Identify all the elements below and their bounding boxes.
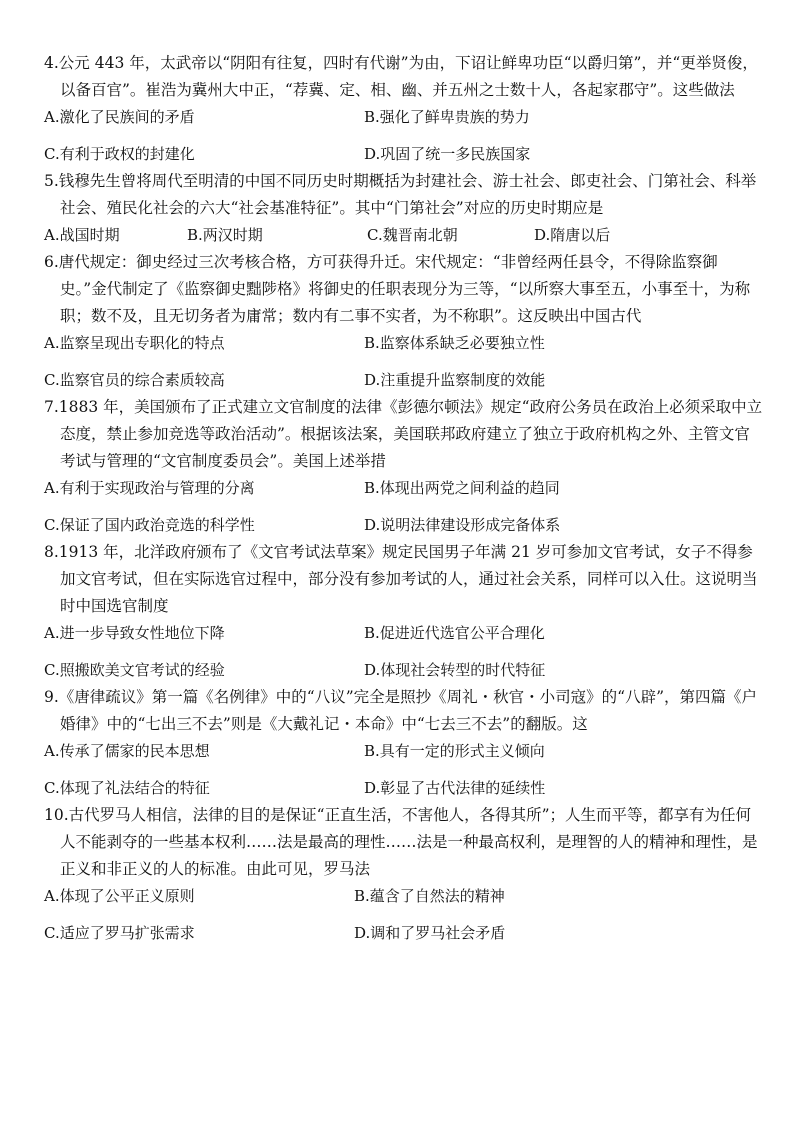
option-list: [44, 738, 764, 802]
question-9: [44, 684, 764, 802]
question-stem: 4.公元 443 年，太武帝以“阴阳有往复，四时有代谢”为由，下诏让鲜卑功臣“以爵归第”，并“更举贤俊，以备百官”。崔浩为冀州大中正，“荐冀、定、相、幽、并五州之士数十人，各起家郡守”。这些做法: [44, 54, 758, 99]
option-b[interactable]: B.促进近代选官公平合理化: [364, 624, 545, 642]
option-b[interactable]: B.监察体系缺乏必要独立性: [364, 334, 545, 352]
question-6: [44, 249, 764, 394]
option-c[interactable]: C.体现了礼法结合的特征: [44, 779, 210, 797]
question-stem: 9.《唐律疏议》第一篇《名例律》中的“八议”完全是照抄《周礼・秋官・小司寇》的“八辟”，第四篇《户婚律》中的“七出三不去”则是《大戴礼记・本命》中“七去三不去”的翻版。这: [44, 688, 757, 733]
question-8: [44, 539, 764, 684]
question-stem: 5.钱穆先生曾将周代至明清的中国不同历史时期概括为封建社会、游士社会、郎吏社会、门第社会、科举社会、殖民化社会的六大“社会基准特征”。其中“门第社会”对应的历史时期应是: [44, 172, 757, 217]
option-d[interactable]: D.巩固了统一多民族国家: [364, 145, 531, 163]
option-c[interactable]: C.魏晋南北朝: [367, 226, 458, 244]
option-list: [44, 620, 764, 684]
option-b[interactable]: B.强化了鲜卑贵族的势力: [364, 108, 530, 126]
option-b[interactable]: B.蕴含了自然法的精神: [354, 887, 505, 905]
option-c[interactable]: C.保证了国内政治竞选的科学性: [44, 516, 255, 534]
option-d[interactable]: D.体现社会转型的时代特征: [364, 661, 546, 679]
option-d[interactable]: D.隋唐以后: [534, 226, 611, 244]
option-a[interactable]: A.传承了儒家的民本思想: [44, 742, 210, 760]
option-list: [44, 883, 764, 947]
option-a[interactable]: A.进一步导致女性地位下降: [44, 624, 225, 642]
question-5: [44, 168, 764, 249]
question-stem: 8.1913 年，北洋政府颁布了《文官考试法草案》规定民国男子年满 21 岁可参加文官考试，女子不得参加文官考试，但在实际选官过程中，部分没有参加考试的人，通过社会关系，同样可以入仕。这说明当时中国选官制度: [44, 543, 758, 615]
question-7: [44, 394, 764, 539]
question-stem: 7.1883 年，美国颁布了正式建立文官制度的法律《彭德尔顿法》规定“政府公务员在政治上必须采取中立态度，禁止参加竞选等政治活动”。根据该法案，美国联邦政府建立了独立于政府机构之外、主管文官考试与管理的“文官制度委员会”。美国上述举措: [44, 398, 763, 470]
option-d[interactable]: D.彰显了古代法律的延续性: [364, 779, 546, 797]
option-a[interactable]: A.激化了民族间的矛盾: [44, 108, 195, 126]
option-d[interactable]: D.调和了罗马社会矛盾: [354, 924, 506, 942]
option-list: [44, 475, 764, 539]
option-list: [44, 222, 764, 249]
question-stem: 10.古代罗马人相信，法律的目的是保证“正直生活，不害他人，各得其所”；人生而平等，都享有为任何人不能剥夺的一些基本权利……法是最高的理性……法是一种最高权利，是理智的人的精神和理性，是正义和非正义的人的标准。由此可见，罗马法: [44, 806, 758, 878]
option-list: [44, 104, 764, 168]
option-b[interactable]: B.具有一定的形式主义倾向: [364, 742, 545, 760]
option-a[interactable]: A.体现了公平正义原则: [44, 887, 195, 905]
option-a[interactable]: A.战国时期: [44, 226, 120, 244]
option-c[interactable]: C.适应了罗马扩张需求: [44, 924, 195, 942]
question-10: [44, 802, 764, 947]
option-b[interactable]: B.两汉时期: [187, 226, 263, 244]
exam-page: [44, 50, 764, 947]
option-c[interactable]: C.监察官员的综合素质较高: [44, 371, 225, 389]
option-c[interactable]: C.有利于政权的封建化: [44, 145, 195, 163]
option-b[interactable]: B.体现出两党之间利益的趋同: [364, 479, 560, 497]
option-a[interactable]: A.有利于实现政治与管理的分离: [44, 479, 255, 497]
option-a[interactable]: A.监察呈现出专职化的特点: [44, 334, 225, 352]
question-stem: 6.唐代规定：御史经过三次考核合格，方可获得升迁。宋代规定：“非曾经两任县令，不得除监察御史。”金代制定了《监察御史黜陟格》将御史的任职表现分为三等，“以所察大事至五，小事至十，为称职；数不及，且无切务者为庸常；数内有二事不实者，为不称职”。这反映出中国古代: [44, 253, 751, 325]
question-4: [44, 50, 764, 168]
option-d[interactable]: D.说明法律建设形成完备体系: [364, 516, 561, 534]
option-list: [44, 330, 764, 394]
option-d[interactable]: D.注重提升监察制度的效能: [364, 371, 546, 389]
option-c[interactable]: C.照搬欧美文官考试的经验: [44, 661, 225, 679]
